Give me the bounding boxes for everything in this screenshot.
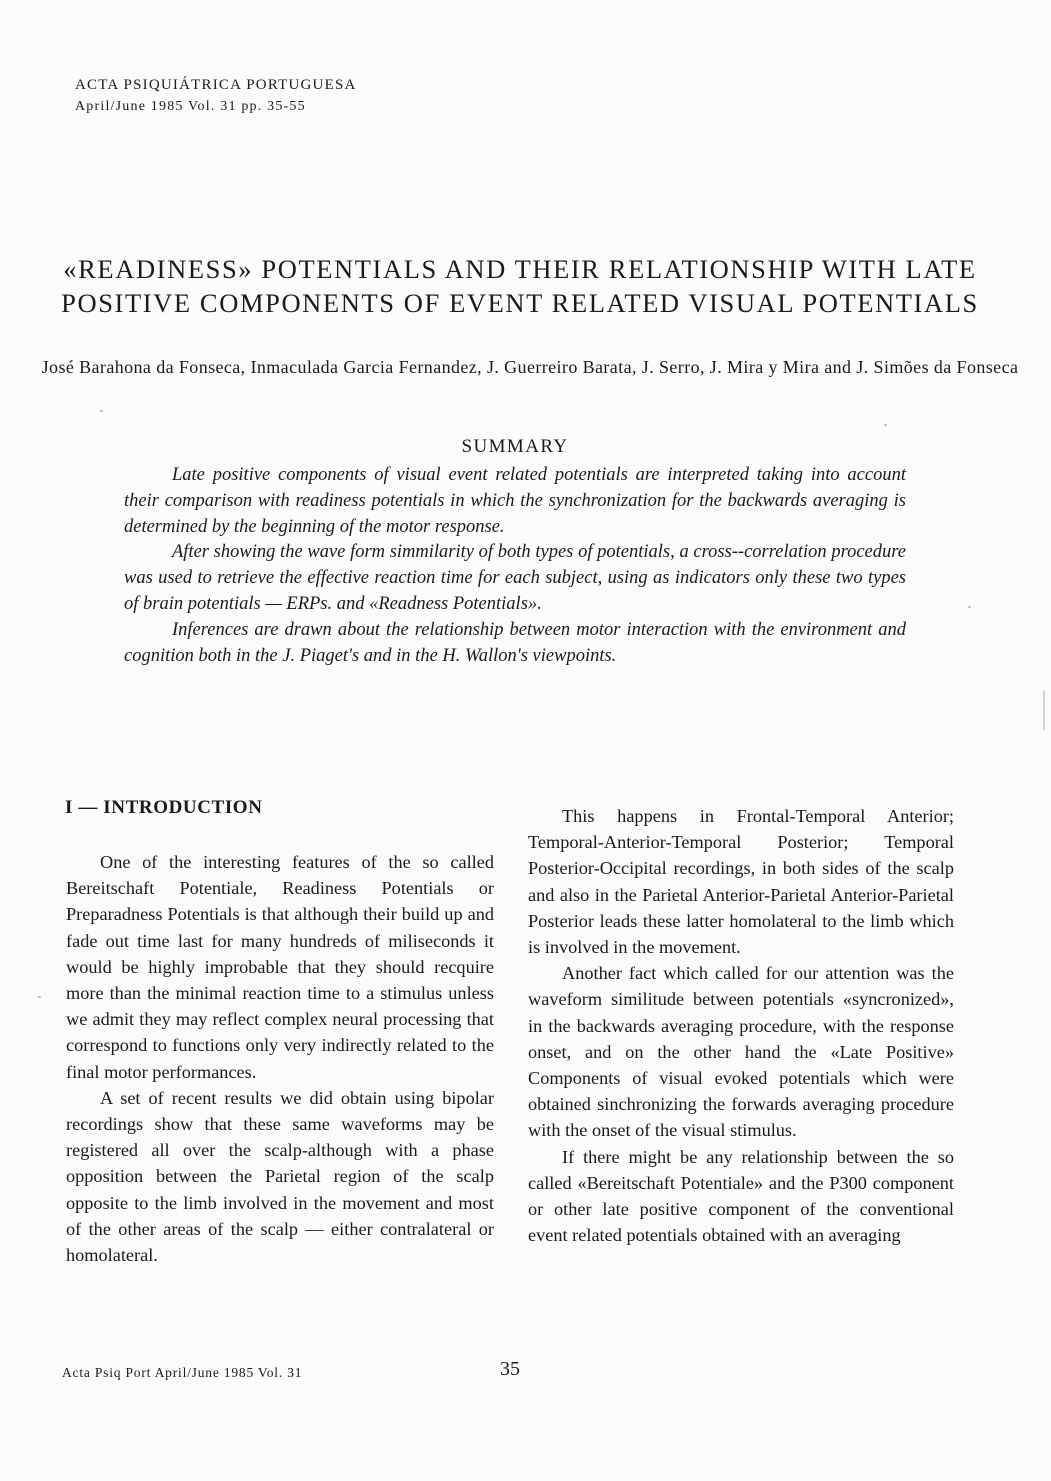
footer-citation: Acta Psiq Port April/June 1985 Vol. 31 <box>62 1365 303 1380</box>
scan-speck <box>884 424 887 426</box>
scan-speck <box>38 996 41 998</box>
article-authors: José Barahona da Fonseca, Inmaculada Garcia Fernandez, J. Guerreiro Barata, J. Serro, J. Mira y Mira and J. Simões da Fonseca <box>41 357 1019 377</box>
scan-edge-mark <box>1043 690 1045 730</box>
scan-speck <box>100 410 103 412</box>
left-column <box>66 849 494 1268</box>
body-paragraph: A set of recent results we did obtain using bipolar recordings show that these same waveforms may be registered all over the scalp-although with a phase opposition between the Parietal region of the scalp opposite to the limb involved in the movement and most of the other areas of the scalp — either contralateral or homolateral. <box>66 1087 494 1266</box>
body-paragraph: Another fact which called for our attention was the waveform similitude between potentials «syncronized», in the backwards averaging procedure, with the response onset, and on the other hand the «Late Positive» Components of visual evoked potentials which were obtained sinchronizing the forwards averaging procedure with the onset of the visual stimulus. <box>528 963 954 1141</box>
summary-paragraph: Late positive components of visual event related potentials are interpreted taking into account their comparison with readiness potentials in which the synchronization for the backwards averaging is determined by the beginning of the motor response. <box>124 465 906 537</box>
summary-body <box>124 463 906 669</box>
article-title: «READINESS» POTENTIALS AND THEIR RELATIONSHIP WITH LATE POSITIVE COMPONENTS OF EVENT RELATED VISUAL POTENTIALS <box>61 254 979 318</box>
body-paragraph: This happens in Frontal-Temporal Anterior; Temporal-Anterior-Temporal Posterior; Temporal Posterior-Occipital recordings, in both sides of the scalp and also in the Parietal Anterior-Parietal Anterior-Parietal Posterior leads these latter homolateral to the limb which is involved in the movement. <box>528 806 954 958</box>
right-column <box>528 803 954 1248</box>
page-number: 35 <box>500 1358 520 1380</box>
summary-paragraph: Inferences are drawn about the relationship between motor interaction with the environment and cognition both in the J. Piaget's and in the H. Wallon's viewpoints. <box>124 619 906 666</box>
journal-issue: April/June 1985 Vol. 31 pp. 35-55 <box>75 99 306 114</box>
journal-name: ACTA PSIQUIÁTRICA PORTUGUESA <box>75 77 357 93</box>
body-paragraph: One of the interesting features of the so called Bereitschaft Potentiale, Readiness Potentials or Preparadness Potentials is that although their build up and fade out time last for many hundreds of miliseconds it would be highly improbable that they should recquire more than the minimal reaction time to a stimulus unless we admit they may reflect complex neural processing that correspond to functions only very indirectly related to the final motor performances. <box>66 852 494 1082</box>
section-heading-introduction: I — INTRODUCTION <box>65 797 263 818</box>
summary-paragraph: After showing the wave form simmilarity of both types of potentials, a cross--correlation procedure was used to retrieve the effective reaction time for each subject, using as indicators only these two types of brain potentials — ERPs. and «Readness Potentials». <box>124 542 906 614</box>
scan-speck <box>968 606 971 608</box>
body-paragraph: If there might be any relationship between the so called «Bereitschaft Potentiale» and the P300 component or other late positive component of the conventional event related potentials obtained with an averaging <box>528 1146 954 1246</box>
summary-heading: SUMMARY <box>461 436 569 457</box>
